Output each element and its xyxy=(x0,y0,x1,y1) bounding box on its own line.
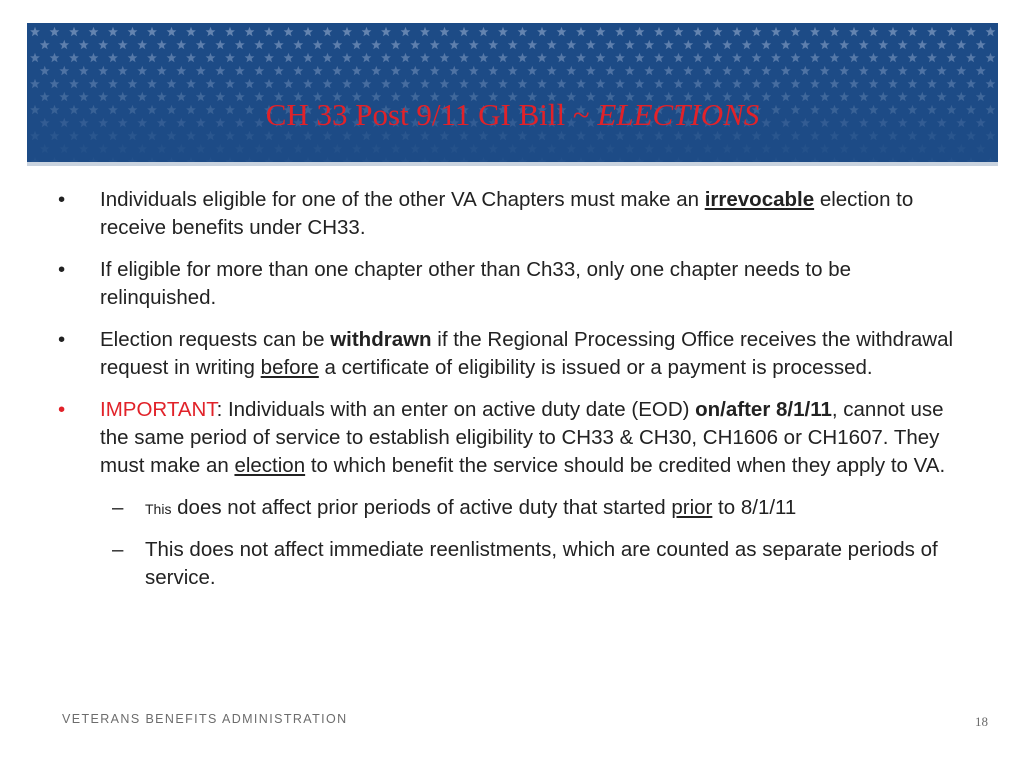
bullet-marker: • xyxy=(58,328,66,351)
important-label: IMPORTANT xyxy=(100,398,217,421)
bullet-withdrawn-requests: • Election requests can be withdrawn if the Regional Processing Office receives the withdrawal request in writing before a certificate of eligibility is issued or a payment is processed. xyxy=(58,328,954,379)
bullet-important-eod: • IMPORTANT: Individuals with an enter on active duty date (EOD) on/after 8/1/11, cannot use the same period of service to establish eligibility to CH33 & CH30, CH1606 or CH1607. They must make an election to which benefit the service should be credited when they apply to VA. xyxy=(58,398,946,477)
subbullet-marker: – xyxy=(112,496,124,519)
banner-divider xyxy=(27,162,998,166)
bullet-irrevocable-election: • Individuals eligible for one of the other VA Chapters must make an irrevocable election to receive benefits under CH33. xyxy=(58,188,914,239)
footer-organization: VETERANS BENEFITS ADMINISTRATION xyxy=(62,712,348,726)
page-number: 18 xyxy=(975,714,988,729)
bullet-marker: • xyxy=(58,258,66,281)
slide-body xyxy=(58,186,958,605)
title-banner xyxy=(27,23,998,162)
bullet-marker: • xyxy=(58,398,66,421)
subbullet-reenlistments: – This does not affect immediate reenlistments, which are counted as separate periods of service. xyxy=(112,538,938,589)
star-pattern xyxy=(27,23,998,162)
subbullet-marker: – xyxy=(112,538,124,561)
bullet-marker: • xyxy=(58,188,66,211)
slide-title-emphasis: ELECTIONS xyxy=(597,97,760,132)
bullet-relinquish-chapter: • If eligible for more than one chapter other than Ch33, only one chapter needs to be relinquished. xyxy=(58,258,852,309)
slide-title: CH 33 Post 9/11 GI Bill ~ ELECTIONS xyxy=(265,97,760,132)
subbullet-prior-periods: – This does not affect prior periods of active duty that started prior to 8/1/11 xyxy=(58,494,958,523)
